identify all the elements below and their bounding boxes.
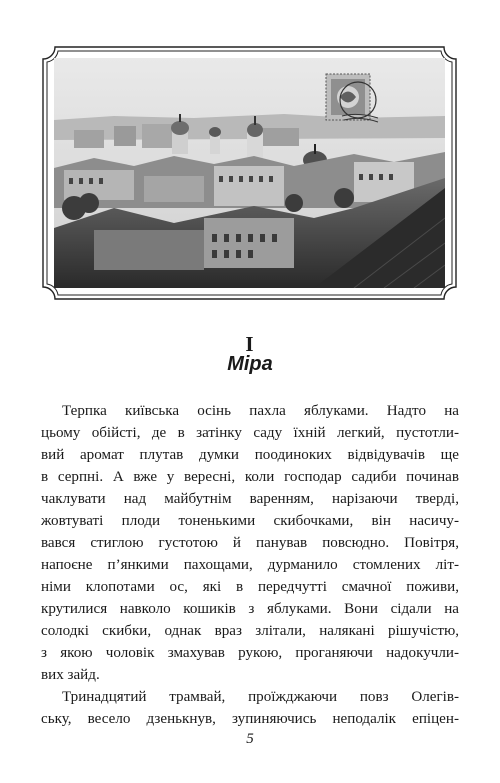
text-line: вий аромат плутав думки поодиноких відвідувачів ще xyxy=(41,447,459,463)
text-line: з якою чоловік змахував рукою, проганяючи надокучли- xyxy=(41,645,459,661)
illustration-frame xyxy=(41,45,458,301)
text-line: Терпка київська осінь пахла яблуками. Надто на xyxy=(62,403,459,419)
text-line: солодкі скибки, однак враз злітали, налякані рішучістю, xyxy=(41,623,459,639)
text-line: чаклувати над майбутнім варенням, нарізаючи тверді, xyxy=(41,491,459,507)
text-line: ську, весело дзенькнув, зупиняючись неподалік епіцен- xyxy=(41,711,459,727)
kyiv-old-city-photo xyxy=(54,58,445,288)
text-line: вався стиглою густотою й панував повсюдно. Повітря, xyxy=(41,535,459,551)
text-line: цьому обійсті, де в затінку саду їхній легкий, пустотли- xyxy=(41,425,459,441)
chapter-title: Міра xyxy=(227,353,273,375)
text-line: в серпні. А вже у вересні, коли господар садиби починав xyxy=(41,469,459,485)
text-line: напоєне п’янкими пахощами, дурманило стомлених літ- xyxy=(41,557,459,573)
text-line: крутилися навколо кошиків з яблуками. Вони сідали на xyxy=(41,601,459,617)
chapter-number: I xyxy=(245,332,255,356)
postage-stamp-icon xyxy=(322,68,380,126)
text-line: німи клопотами ос, які в передчутті смачної поживи, xyxy=(41,579,459,595)
body-text xyxy=(41,400,459,730)
text-line: Тринадцятий трамвай, проїжджаючи повз Олегів- xyxy=(62,689,459,705)
page-number: 5 xyxy=(246,731,254,747)
text-line: жовтуваті плоди тоненькими скибочками, він насичу- xyxy=(41,513,459,529)
text-line: вих зайд. xyxy=(41,667,100,683)
